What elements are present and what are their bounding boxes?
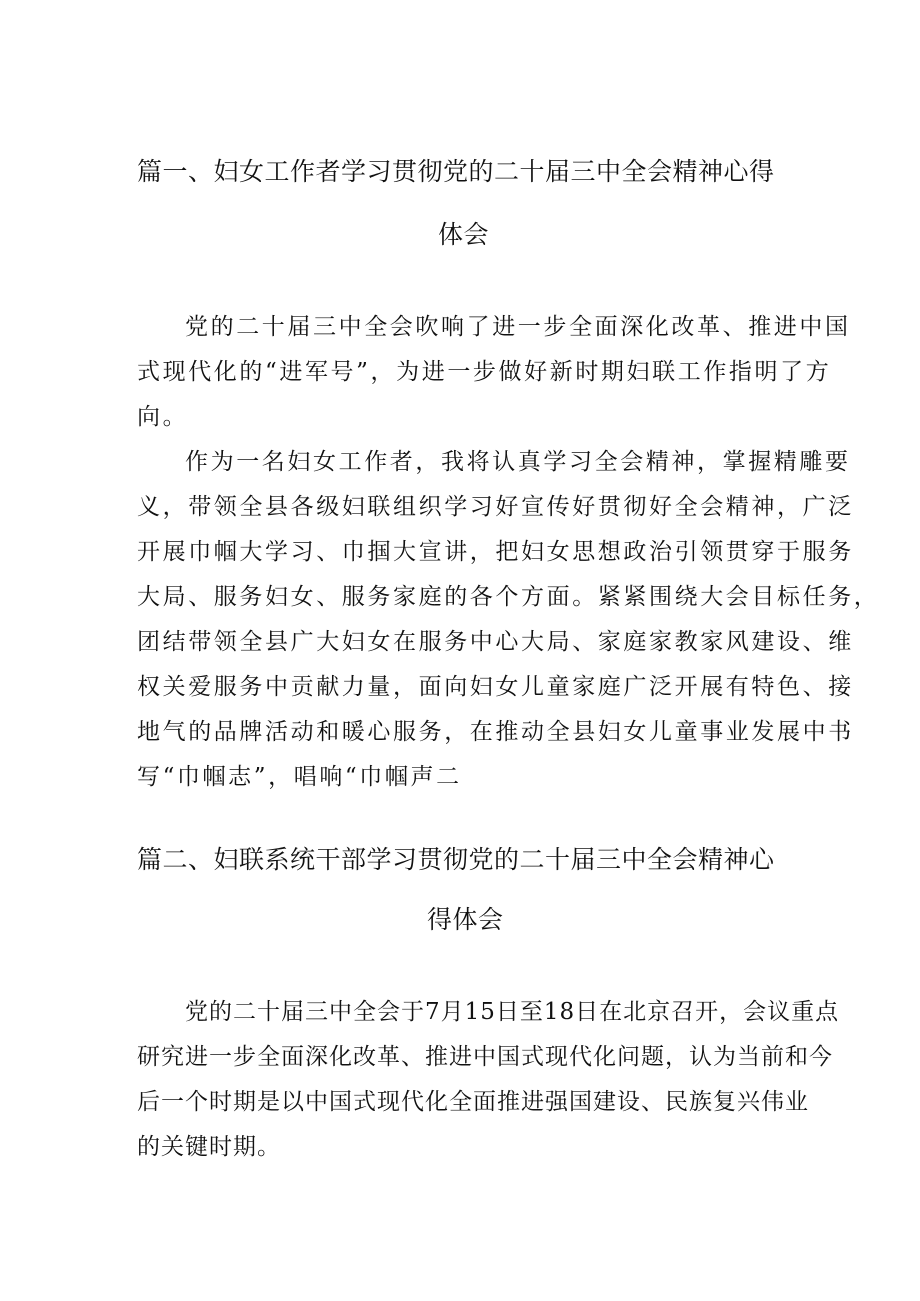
text-line: 开展巾帼大学习、巾掴大宣讲，把妇女思想政治引领贯穿于服务 — [137, 539, 854, 565]
text-line: 大局、服务妇女、服务家庭的各个方面。紧紧围绕大会目标任务， — [137, 584, 880, 610]
section1-paragraph-2 — [137, 440, 880, 800]
text-line — [137, 990, 840, 1035]
section1-title-line1: 篇一、妇女工作者学习贯彻党的二十届三中全会精神心得 — [137, 157, 775, 186]
text-line — [137, 305, 851, 350]
text-line: 权关爱服务中贡献力量，面向妇女儿童家庭广泛开展有特色、接 — [137, 674, 854, 700]
text-line: 向。 — [137, 404, 189, 430]
section2-paragraph-1 — [137, 990, 840, 1170]
text-line-content: 党的二十届三中全会吹响了进一步全面深化改革、推进中国 — [185, 314, 851, 340]
text-line: 写“巾帼志”，唱响“巾帼声二 — [137, 764, 462, 790]
text-line: 的关键时期。 — [137, 1134, 281, 1160]
text-line: 义，带领全县各级妇联组织学习好宣传好贯彻好全会精神，广泛 — [137, 494, 854, 520]
section1-paragraph-1 — [137, 305, 851, 440]
text-line — [137, 440, 851, 485]
section1-title-line2: 体会 — [438, 220, 490, 249]
section2-title-line1: 篇二、妇联系统干部学习贯彻党的二十届三中全会精神心 — [137, 845, 775, 874]
text-line: 研究进一步全面深化改革、推进中国式现代化问题，认为当前和今 — [137, 1044, 833, 1070]
text-line: 后一个时期是以中国式现代化全面推进强国建设、民族复兴伟业 — [137, 1089, 809, 1115]
text-line-content: 作为一名妇女工作者，我将认真学习全会精神，掌握精雕要 — [185, 449, 851, 475]
text-line: 地气的品牌活动和暖心服务，在推动全县妇女儿童事业发展中书 — [137, 719, 854, 745]
text-line-content: 党的二十届三中全会于7月15日至18日在北京召开，会议重点 — [185, 999, 840, 1025]
text-line: 团结带领全县广大妇女在服务中心大局、家庭家教家风建设、维 — [137, 629, 854, 655]
section2-title-line2: 得体会 — [427, 905, 504, 934]
text-line: 式现代化的“进军号”，为进一步做好新时期妇联工作指明了方 — [137, 359, 832, 385]
